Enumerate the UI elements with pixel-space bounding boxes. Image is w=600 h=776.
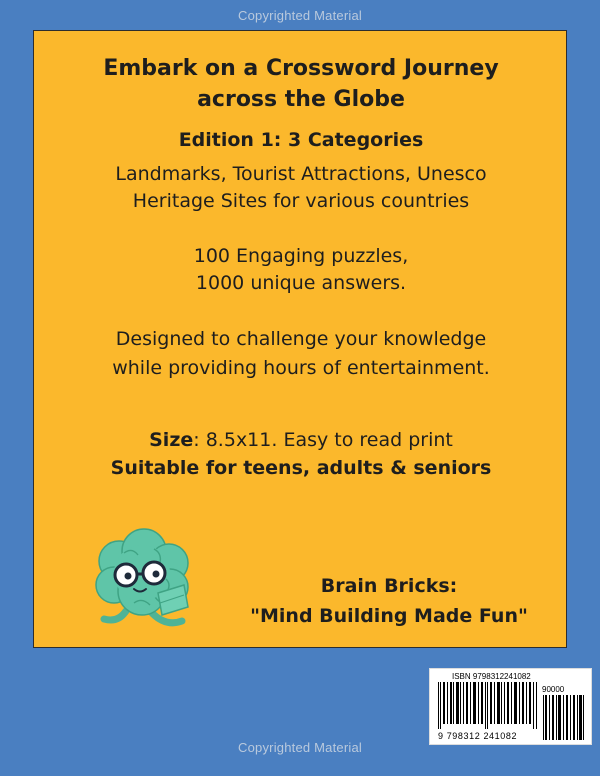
watermark-bottom: Copyrighted Material <box>238 740 362 755</box>
designed-text <box>34 325 568 383</box>
puzzles-line-1: 100 Engaging puzzles, <box>193 245 409 267</box>
watermark-top: Copyrighted Material <box>238 8 362 23</box>
price-code: 90000 <box>542 685 565 694</box>
categories-text <box>34 161 568 215</box>
size-line <box>34 429 568 451</box>
barcode-main-bars <box>438 682 538 729</box>
isbn-barcode <box>429 668 592 745</box>
categories-line-2: Heritage Sites for various countries <box>132 190 470 212</box>
size-label: Size <box>149 429 194 451</box>
brand-text <box>234 571 544 631</box>
cover-title <box>34 53 568 115</box>
isbn-label: ISBN 9798312241082 <box>452 672 531 681</box>
cover-panel <box>33 30 567 648</box>
title-line-1: Embark on a Crossword Journey <box>103 56 499 81</box>
edition-heading: Edition 1: 3 Categories <box>178 129 424 151</box>
brain-mascot-icon <box>74 523 214 633</box>
designed-line-2: while providing hours of entertainment. <box>112 357 490 379</box>
barcode-addon-bars <box>543 695 585 740</box>
brand-line-1: Brain Bricks: <box>320 575 458 597</box>
designed-line-1: Designed to challenge your knowledge <box>115 328 487 350</box>
puzzles-line-2: 1000 unique answers. <box>195 272 407 294</box>
puzzles-text <box>34 243 568 297</box>
suitable-text: Suitable for teens, adults & seniors <box>110 457 492 479</box>
brand-line-2: "Mind Building Made Fun" <box>250 605 528 627</box>
barcode-digits: 9 798312 241082 <box>438 731 518 741</box>
size-value: : 8.5x11. Easy to read print <box>193 429 453 451</box>
title-line-2: across the Globe <box>197 87 405 112</box>
categories-line-1: Landmarks, Tourist Attractions, Unesco <box>115 163 487 185</box>
